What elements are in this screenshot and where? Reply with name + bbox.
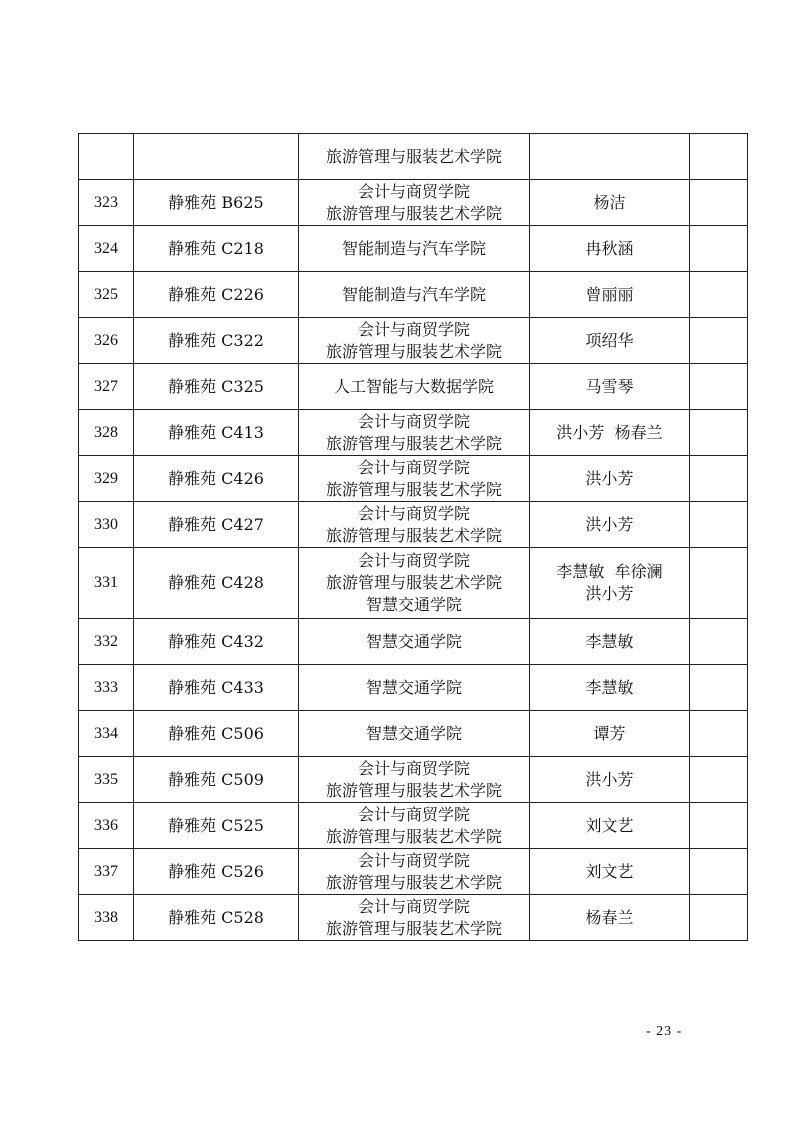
room-cell: 静雅苑 C526 (134, 849, 299, 895)
person-cell (530, 849, 690, 895)
table-row (79, 757, 748, 803)
table-body (79, 134, 748, 941)
person-cell (530, 134, 690, 180)
extra-cell (690, 180, 748, 226)
extra-cell (690, 226, 748, 272)
person-cell (530, 272, 690, 318)
row-number-cell: 338 (79, 895, 134, 941)
row-number-cell: 331 (79, 548, 134, 619)
college-name: 会计与商贸学院 (357, 181, 470, 201)
row-number-cell: 333 (79, 665, 134, 711)
table-row (79, 364, 748, 410)
person-name: 李慧敏 (585, 631, 634, 651)
extra-cell (690, 711, 748, 757)
college-name: 会计与商贸学院 (357, 503, 470, 523)
extra-cell (690, 502, 748, 548)
room-cell: 静雅苑 C506 (134, 711, 299, 757)
extra-cell (690, 318, 748, 364)
college-cell (299, 502, 530, 548)
row-number-cell: 332 (79, 619, 134, 665)
room-cell: 静雅苑 C427 (134, 502, 299, 548)
college-name: 旅游管理与服装艺术学院 (325, 826, 502, 846)
table-row (79, 318, 748, 364)
extra-cell (690, 619, 748, 665)
extra-cell (690, 849, 748, 895)
college-cell (299, 895, 530, 941)
table-row (79, 134, 748, 180)
college-name: 智能制造与汽车学院 (341, 238, 486, 258)
table-row (79, 410, 748, 456)
person-name: 刘文艺 (585, 861, 634, 881)
college-cell (299, 456, 530, 502)
college-cell (299, 757, 530, 803)
row-number-cell: 334 (79, 711, 134, 757)
extra-cell (690, 895, 748, 941)
college-name: 会计与商贸学院 (357, 758, 470, 778)
college-name: 旅游管理与服装艺术学院 (325, 525, 502, 545)
row-number-cell: 324 (79, 226, 134, 272)
person-name: 洪小芳 杨春兰 (556, 422, 663, 442)
person-name: 洪小芳 (585, 514, 634, 534)
table-row (79, 226, 748, 272)
college-cell (299, 803, 530, 849)
person-name: 曾丽丽 (585, 284, 634, 304)
college-cell (299, 318, 530, 364)
college-name: 旅游管理与服装艺术学院 (325, 780, 502, 800)
extra-cell (690, 665, 748, 711)
person-cell (530, 895, 690, 941)
row-number-cell: 329 (79, 456, 134, 502)
person-cell (530, 665, 690, 711)
person-name: 冉秋涵 (585, 238, 634, 258)
row-number-cell: 330 (79, 502, 134, 548)
college-name: 旅游管理与服装艺术学院 (325, 203, 502, 223)
college-name: 旅游管理与服装艺术学院 (325, 872, 502, 892)
room-cell: 静雅苑 C433 (134, 665, 299, 711)
table-row (79, 272, 748, 318)
room-cell (134, 134, 299, 180)
room-cell: 静雅苑 C322 (134, 318, 299, 364)
college-cell (299, 619, 530, 665)
college-cell (299, 272, 530, 318)
extra-cell (690, 364, 748, 410)
college-cell (299, 665, 530, 711)
person-name: 洪小芳 (585, 468, 634, 488)
room-cell: 静雅苑 C509 (134, 757, 299, 803)
college-name: 会计与商贸学院 (357, 896, 470, 916)
person-cell (530, 410, 690, 456)
page-number: - 23 - (646, 1024, 683, 1039)
person-name: 马雪琴 (585, 376, 634, 396)
college-name: 会计与商贸学院 (357, 804, 470, 824)
row-number-cell: 337 (79, 849, 134, 895)
college-cell (299, 849, 530, 895)
college-cell (299, 711, 530, 757)
person-cell (530, 456, 690, 502)
person-name: 杨春兰 (585, 907, 634, 927)
dorm-assignment-table (78, 133, 748, 941)
table-row (79, 895, 748, 941)
person-name: 洪小芳 (585, 769, 634, 789)
extra-cell (690, 134, 748, 180)
row-number-cell: 325 (79, 272, 134, 318)
extra-cell (690, 456, 748, 502)
college-name: 旅游管理与服装艺术学院 (325, 146, 502, 166)
row-number-cell (79, 134, 134, 180)
room-cell: 静雅苑 C218 (134, 226, 299, 272)
room-cell: 静雅苑 C426 (134, 456, 299, 502)
college-name: 旅游管理与服装艺术学院 (325, 918, 502, 938)
room-cell: 静雅苑 C432 (134, 619, 299, 665)
table-row (79, 849, 748, 895)
person-cell (530, 226, 690, 272)
college-name: 智慧交通学院 (365, 677, 462, 697)
college-name: 旅游管理与服装艺术学院 (325, 479, 502, 499)
row-number-cell: 327 (79, 364, 134, 410)
college-name: 旅游管理与服装艺术学院 (325, 341, 502, 361)
person-name: 李慧敏 牟徐澜 (556, 562, 663, 581)
person-name: 谭芳 (593, 723, 626, 743)
room-cell: 静雅苑 C413 (134, 410, 299, 456)
person-name: 刘文艺 (585, 815, 634, 835)
college-name: 智慧交通学院 (365, 723, 462, 743)
person-cell (530, 711, 690, 757)
table-row (79, 803, 748, 849)
college-name: 会计与商贸学院 (357, 551, 470, 570)
table-row (79, 711, 748, 757)
row-number-cell: 323 (79, 180, 134, 226)
college-cell (299, 180, 530, 226)
person-cell (530, 318, 690, 364)
college-name: 旅游管理与服装艺术学院 (325, 573, 502, 592)
room-cell: 静雅苑 C428 (134, 548, 299, 619)
room-cell: 静雅苑 C325 (134, 364, 299, 410)
person-cell (530, 548, 690, 619)
row-number-cell: 328 (79, 410, 134, 456)
table-row (79, 180, 748, 226)
extra-cell (690, 548, 748, 619)
college-cell (299, 226, 530, 272)
room-cell: 静雅苑 C525 (134, 803, 299, 849)
person-cell (530, 502, 690, 548)
extra-cell (690, 410, 748, 456)
college-name: 智慧交通学院 (365, 631, 462, 651)
college-name: 会计与商贸学院 (357, 319, 470, 339)
college-cell (299, 548, 530, 619)
room-cell: 静雅苑 C528 (134, 895, 299, 941)
person-cell (530, 757, 690, 803)
person-name: 洪小芳 (585, 584, 634, 603)
college-name: 会计与商贸学院 (357, 411, 470, 431)
row-number-cell: 336 (79, 803, 134, 849)
person-name: 杨洁 (593, 192, 626, 212)
room-cell: 静雅苑 C226 (134, 272, 299, 318)
person-name: 项绍华 (585, 330, 634, 350)
room-cell: 静雅苑 B625 (134, 180, 299, 226)
row-number-cell: 335 (79, 757, 134, 803)
college-name: 智慧交通学院 (365, 595, 462, 614)
person-cell (530, 180, 690, 226)
person-name: 李慧敏 (585, 677, 634, 697)
person-cell (530, 619, 690, 665)
person-cell (530, 803, 690, 849)
college-name: 会计与商贸学院 (357, 850, 470, 870)
table-row (79, 665, 748, 711)
college-name: 会计与商贸学院 (357, 457, 470, 477)
college-name: 旅游管理与服装艺术学院 (325, 433, 502, 453)
college-cell (299, 410, 530, 456)
row-number-cell: 326 (79, 318, 134, 364)
college-cell (299, 364, 530, 410)
table-row (79, 548, 748, 619)
college-cell (299, 134, 530, 180)
person-cell (530, 364, 690, 410)
college-name: 人工智能与大数据学院 (333, 376, 494, 396)
extra-cell (690, 757, 748, 803)
extra-cell (690, 272, 748, 318)
extra-cell (690, 803, 748, 849)
college-name: 智能制造与汽车学院 (341, 284, 486, 304)
table-row (79, 619, 748, 665)
table-row (79, 502, 748, 548)
table-row (79, 456, 748, 502)
